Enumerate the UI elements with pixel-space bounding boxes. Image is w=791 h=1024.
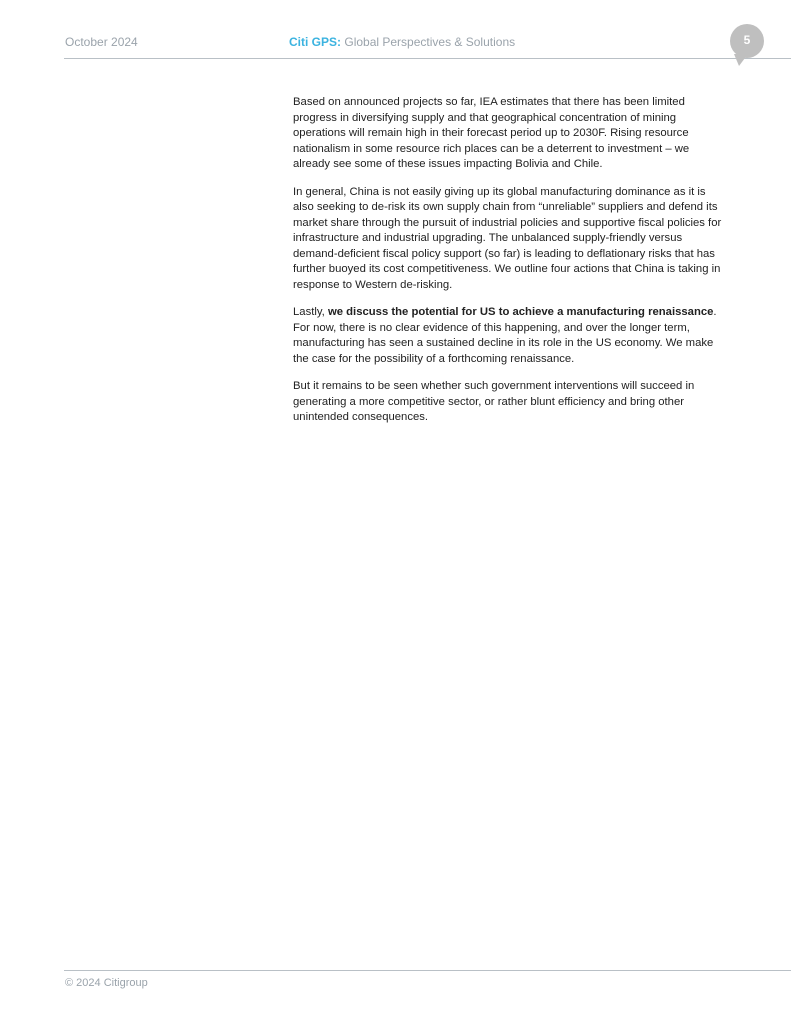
- body-text: [293, 95, 725, 438]
- paragraph-2: In general, China is not easily giving up its global manufacturing dominance as it is also seeking to de-risk its own supply chain from “unreliable” suppliers and defend its market share through the pursuit of industrial policies and supportive fiscal policies for infrastructure and industrial upgrading. The unbalanced supply-friendly versus demand-deficient fiscal policy support (so far) is leading to deflationary risks that has further buoyed its cost competitiveness. We outline four actions that China is taking in response to Western de-risking.: [293, 185, 722, 291]
- paragraph-3-rest: . For now, there is no clear evidence of this happening, and over the longer term, manufacturing has seen a sustained decline in its role in the US economy. We make the case for the possibility of a forthcoming renaissance.: [293, 306, 717, 365]
- footer-copyright: © 2024 Citigroup: [65, 977, 148, 989]
- page-badge-tail: [734, 54, 748, 66]
- paragraph-4: But it remains to be seen whether such government interventions will succeed in generating a more competitive sector, or rather blunt efficiency and bring other unintended consequences.: [293, 380, 695, 423]
- paragraph-3: [293, 305, 725, 367]
- brand-tagline: Global Perspectives & Solutions: [344, 35, 516, 49]
- header-brand: [289, 35, 515, 49]
- header-date: October 2024: [65, 35, 138, 49]
- header-divider: [64, 58, 791, 59]
- footer-divider: [64, 970, 791, 971]
- paragraph-3-lead: Lastly,: [293, 306, 328, 318]
- paragraph-1: Based on announced projects so far, IEA estimates that there has been limited progress in diversifying supply and that geographical concentration of mining operations will remain high in their forecast period up to 2030F. Rising resource nationalism in some resource rich places can be a deterrent to investment – we already see some of these issues impacting Bolivia and Chile.: [293, 96, 690, 170]
- paragraph-3-bold: we discuss the potential for US to achieve a manufacturing renaissance: [327, 306, 714, 318]
- brand-name: Citi GPS:: [289, 35, 342, 49]
- page-number-badge: 5: [730, 24, 764, 58]
